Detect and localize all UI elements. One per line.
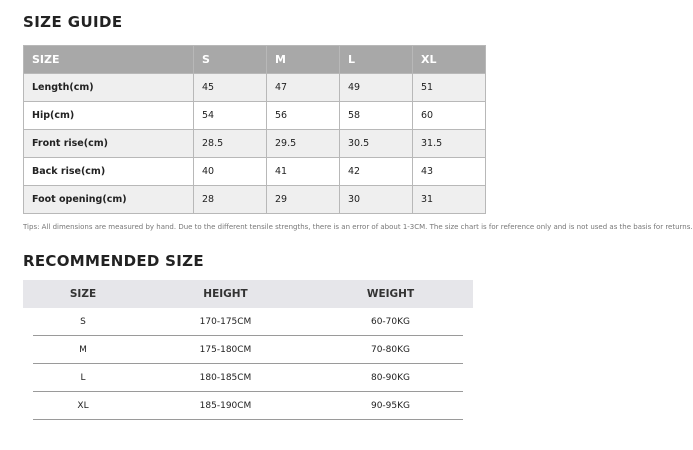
row-label: Length(cm) — [24, 74, 194, 102]
cell-value: 41 — [267, 158, 340, 186]
cell-value: 43 — [413, 158, 486, 186]
height-cell: 170-175CM — [199, 317, 252, 327]
size-guide-table — [23, 45, 486, 214]
table-row — [23, 336, 473, 364]
size-cell: M — [79, 345, 87, 355]
cell-value: 54 — [194, 102, 267, 130]
cell-value: 29.5 — [267, 130, 340, 158]
header-size: SIZE — [24, 46, 194, 74]
weight-cell: 80-90KG — [370, 373, 411, 383]
cell-value: 28.5 — [194, 130, 267, 158]
cell-value: 40 — [194, 158, 267, 186]
weight-cell: 60-70KG — [370, 317, 411, 327]
table-row-hip — [24, 102, 486, 130]
cell-value: 49 — [340, 74, 413, 102]
cell-value: 47 — [267, 74, 340, 102]
table-row-length — [24, 74, 486, 102]
cell-value: 29 — [267, 186, 340, 214]
recommended-size-title: RECOMMENDED SIZE — [23, 252, 204, 270]
cell-value: 45 — [194, 74, 267, 102]
header-xl: XL — [413, 46, 486, 74]
cell-value: 30 — [340, 186, 413, 214]
table-row-foot-opening — [24, 186, 486, 214]
cell-value: 28 — [194, 186, 267, 214]
row-label: Back rise(cm) — [24, 158, 194, 186]
table-row — [23, 308, 473, 336]
size-cell: XL — [77, 401, 89, 411]
cell-value: 58 — [340, 102, 413, 130]
weight-cell: 70-80KG — [370, 345, 411, 355]
row-label: Front rise(cm) — [24, 130, 194, 158]
height-cell: 185-190CM — [199, 401, 252, 411]
table-row-front-rise — [24, 130, 486, 158]
size-cell: L — [80, 373, 86, 383]
table-row — [23, 392, 473, 420]
measurement-tips: Tips: All dimensions are measured by hand. Due to the different tensile strengths, there is an error of about 1-3CM. The size chart is for reference only and is not used as the basis for returns. — [23, 223, 693, 231]
height-cell: 180-185CM — [199, 373, 252, 383]
cell-value: 42 — [340, 158, 413, 186]
cell-value: 56 — [267, 102, 340, 130]
recommended-size-table — [23, 280, 473, 420]
cell-value: 60 — [413, 102, 486, 130]
cell-value: 31 — [413, 186, 486, 214]
size-guide-header-row — [24, 46, 486, 74]
row-label: Hip(cm) — [24, 102, 194, 130]
table-row-back-rise — [24, 158, 486, 186]
row-label: Foot opening(cm) — [24, 186, 194, 214]
size-cell: S — [80, 317, 86, 327]
header-l: L — [340, 46, 413, 74]
weight-cell: 90-95KG — [370, 401, 411, 411]
cell-value: 31.5 — [413, 130, 486, 158]
cell-value: 30.5 — [340, 130, 413, 158]
header-height: HEIGHT — [203, 288, 248, 300]
recommended-header-row — [23, 280, 473, 308]
cell-value: 51 — [413, 74, 486, 102]
size-guide-title: SIZE GUIDE — [23, 13, 123, 31]
height-cell: 175-180CM — [199, 345, 252, 355]
header-s: S — [194, 46, 267, 74]
header-weight: WEIGHT — [366, 288, 415, 300]
header-size: SIZE — [69, 288, 97, 300]
table-row — [23, 364, 473, 392]
header-m: M — [267, 46, 340, 74]
